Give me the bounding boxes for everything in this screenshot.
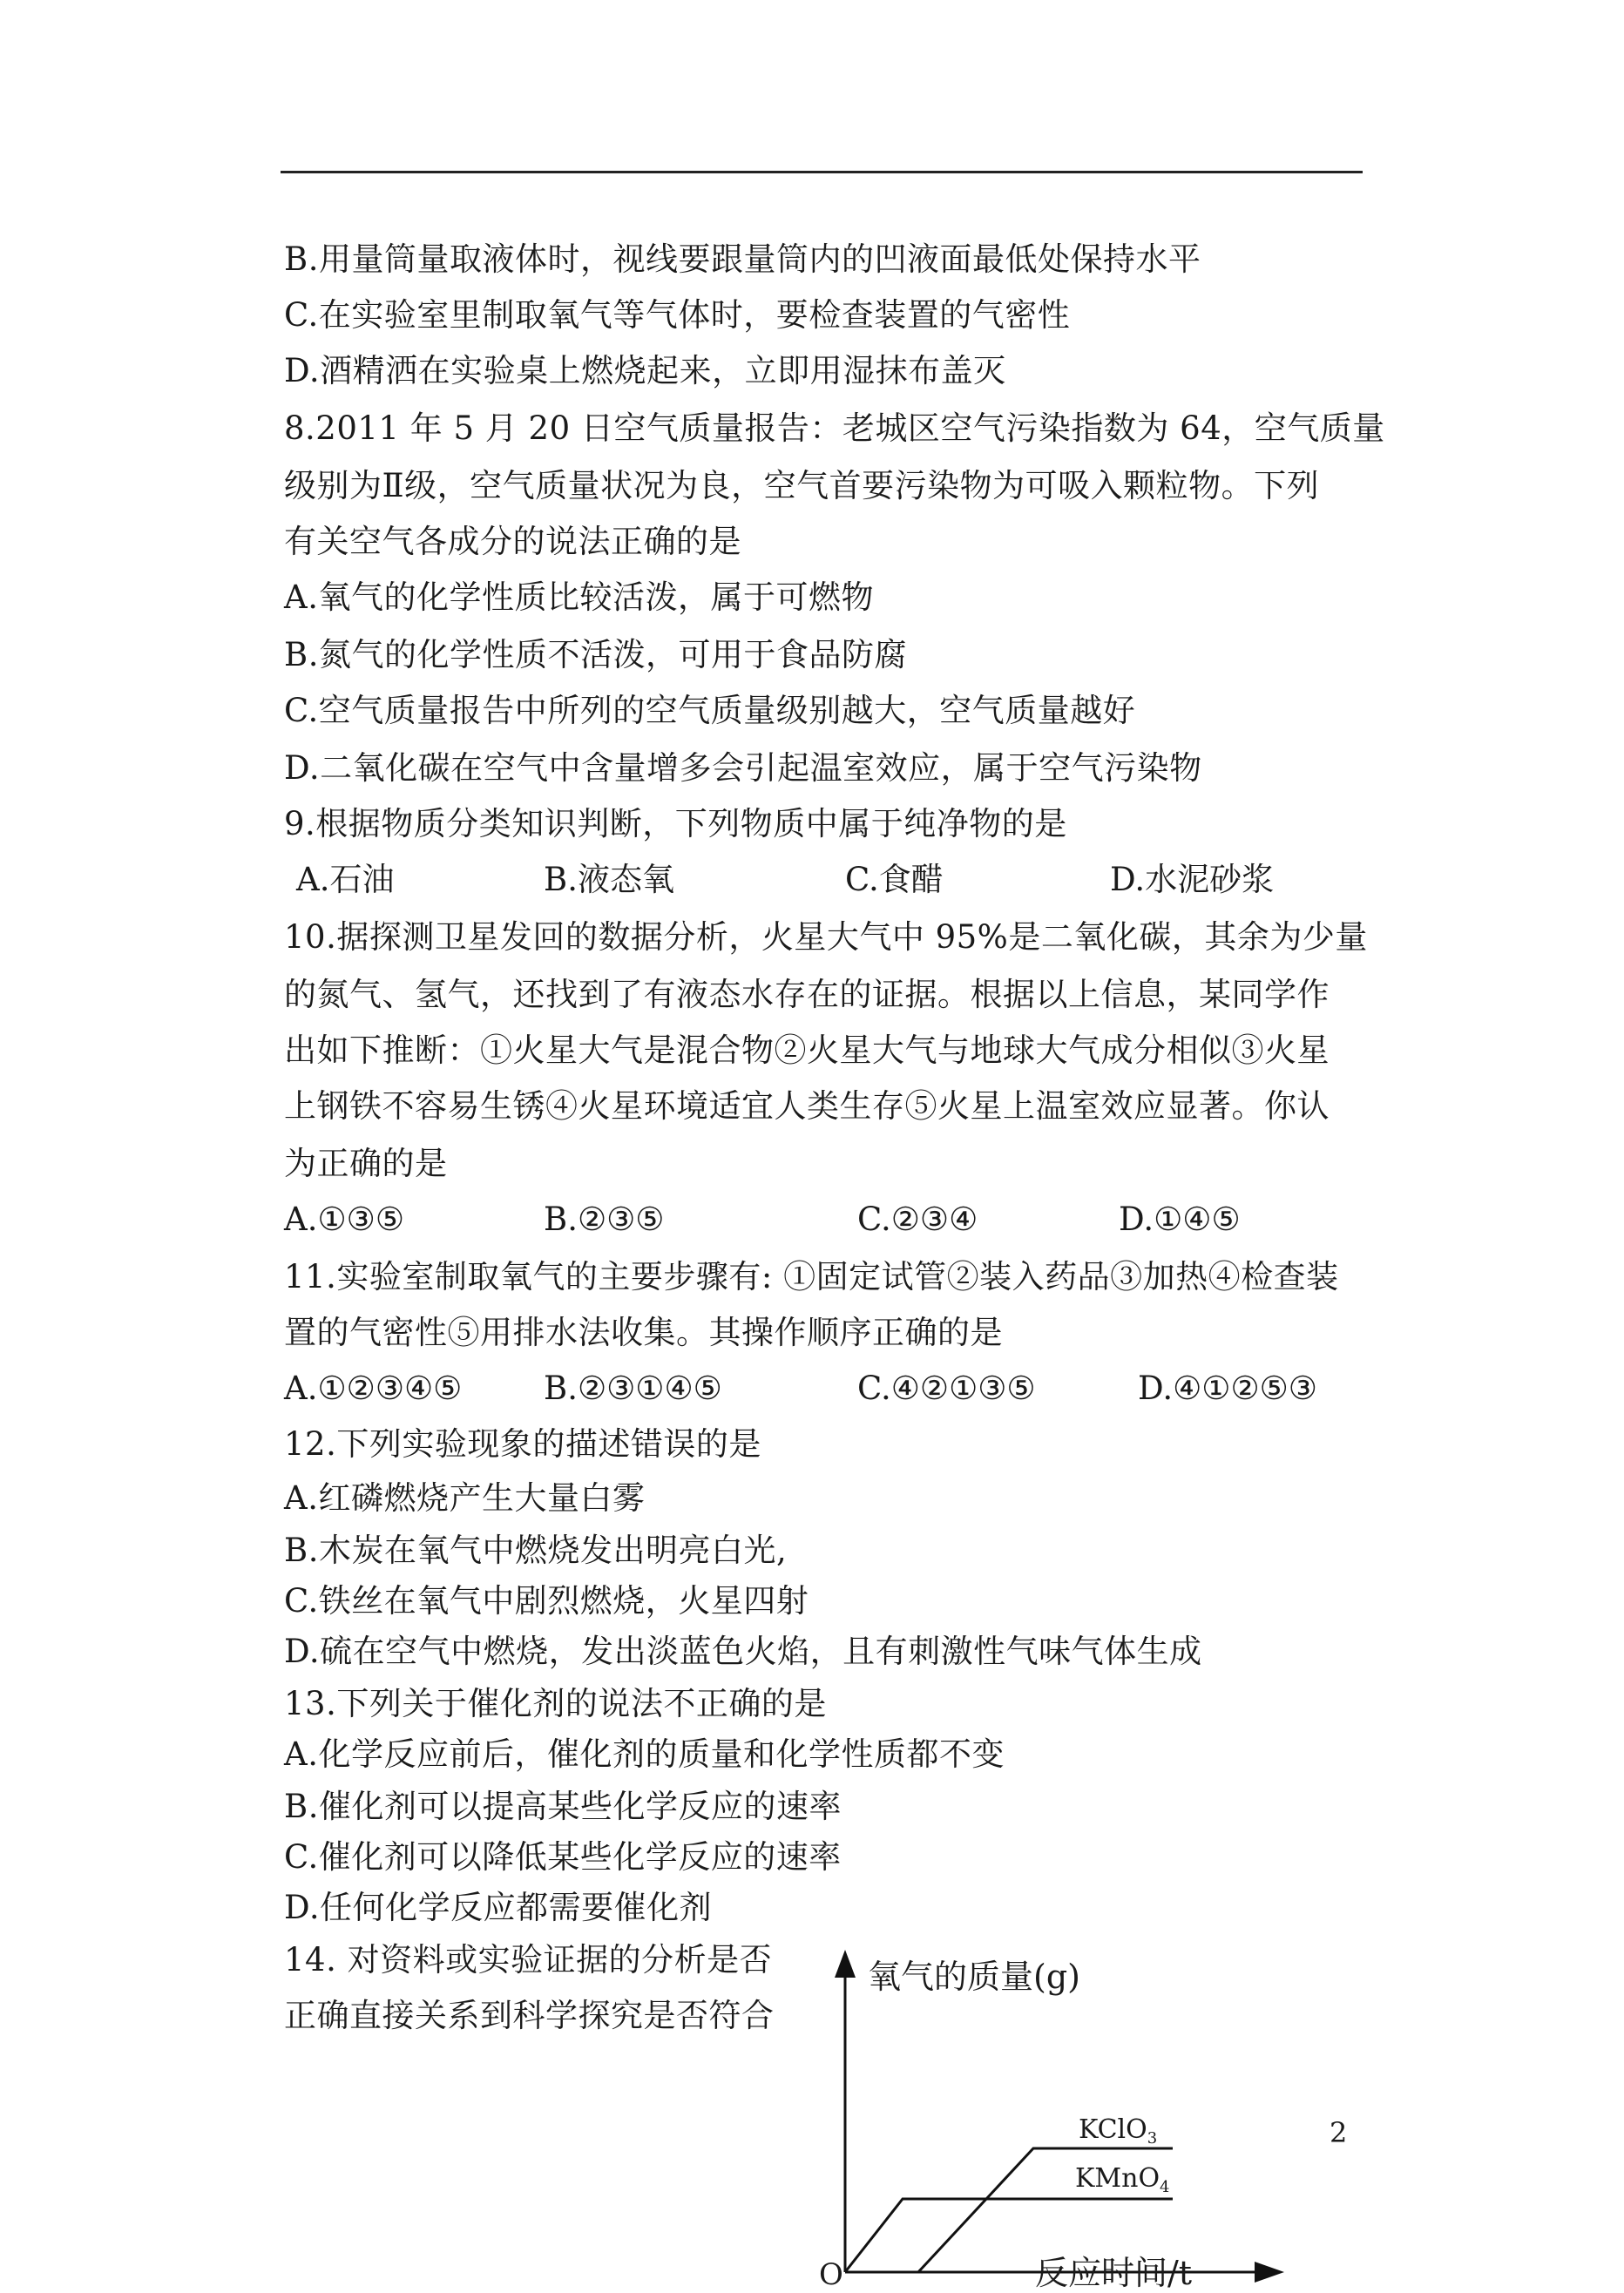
q8-stem-line-2: 级别为Ⅱ级，空气质量状况为良，空气首要污染物为可吸入颗粒物。下列: [284, 467, 1320, 504]
q10-option-a: A.①③⑤: [284, 1201, 404, 1238]
q9-option-b: B.液态氧: [544, 861, 674, 898]
q8-option-c: C.空气质量报告中所列的空气质量级别越大，空气质量越好: [284, 692, 1136, 729]
q11-option-b: B.②③①④⑤: [544, 1370, 722, 1407]
q13-option-d: D.任何化学反应都需要催化剂: [284, 1889, 713, 1926]
q11-stem-line-1: 11.实验室制取氧气的主要步骤有: ①固定试管②装入药品③加热④检查装: [284, 1258, 1339, 1295]
q12-option-d: D.硫在空气中燃烧，发出淡蓝色火焰，且有刺激性气味气体生成: [284, 1633, 1202, 1670]
q9-option-a: A.石油: [296, 861, 395, 898]
series-label-kclo3: KClO$_3$: [1079, 2114, 1158, 2148]
series-label-kmno4: KMnO$_4$: [1075, 2163, 1170, 2196]
x-axis-arrow-icon: [1255, 2262, 1284, 2283]
q9-stem: 9.根据物质分类知识判断，下列物质中属于纯净物的是: [284, 805, 1067, 842]
q13-stem: 13.下列关于催化剂的说法不正确的是: [284, 1685, 827, 1722]
q7-option-c: C.在实验室里制取氧气等气体时，要检查装置的气密性: [284, 296, 1071, 334]
q12-option-a: A.红磷燃烧产生大量白雾: [284, 1479, 646, 1517]
q10-stem-line-1: 10.据探测卫星发回的数据分析，火星大气中 95%是二氧化碳，其余为少量: [284, 918, 1368, 956]
q9-option-d: D.水泥砂浆: [1110, 861, 1275, 898]
y-axis-label: 氧气的质量(g): [868, 1958, 1080, 1996]
q7-option-b: B.用量筒量取液体时，视线要跟量筒内的凹液面最低处保持水平: [284, 240, 1201, 278]
q8-option-b: B.氮气的化学性质不活泼，可用于食品防腐: [284, 636, 907, 673]
q8-option-a: A.氧气的化学性质比较活泼，属于可燃物: [284, 578, 874, 616]
q10-stem-line-5: 为正确的是: [284, 1145, 448, 1182]
q10-stem-line-4: 上钢铁不容易生锈④火星环境适宜人类生存⑤火星上温室效应显著。你认: [284, 1087, 1330, 1125]
q8-stem-line-1: 8.2011 年 5 月 20 日空气质量报告：老城区空气污染指数为 64，空气质量: [284, 409, 1385, 447]
q10-option-d: D.①④⑤: [1119, 1201, 1241, 1238]
q12-stem: 12.下列实验现象的描述错误的是: [284, 1425, 761, 1463]
origin-label: O: [819, 2257, 843, 2292]
q10-stem-line-2: 的氮气、氢气，还找到了有液态水存在的证据。根据以上信息，某同学作: [284, 976, 1330, 1013]
q11-option-c: C.④②①③⑤: [857, 1370, 1036, 1407]
q14-stem-line-1: 14. 对资料或实验证据的分析是否: [284, 1941, 773, 1978]
q10-option-b: B.②③⑤: [544, 1201, 665, 1238]
q8-option-d: D.二氧化碳在空气中含量增多会引起温室效应，属于空气污染物: [284, 749, 1202, 787]
q10-stem-line-3: 出如下推断：①火星大气是混合物②火星大气与地球大气成分相似③火星: [284, 1032, 1330, 1069]
q10-option-c: C.②③④: [857, 1201, 978, 1238]
q13-option-c: C.催化剂可以降低某些化学反应的速率: [284, 1838, 842, 1876]
q13-option-a: A.化学反应前后，催化剂的质量和化学性质都不变: [284, 1735, 1005, 1773]
q11-stem-line-2: 置的气密性⑤用排水法收集。其操作顺序正确的是: [284, 1314, 1003, 1351]
q8-stem-line-3: 有关空气各成分的说法正确的是: [284, 523, 741, 560]
q9-option-c: C.食醋: [845, 861, 944, 898]
q13-option-b: B.催化剂可以提高某些化学反应的速率: [284, 1788, 842, 1825]
q11-option-d: D.④①②⑤③: [1138, 1370, 1317, 1407]
y-axis-arrow-icon: [835, 1950, 856, 1978]
q12-option-b: B.木炭在氧气中燃烧发出明亮白光,: [284, 1532, 788, 1569]
x-axis-label: 反应时间/t: [1035, 2254, 1193, 2292]
q12-option-c: C.铁丝在氧气中剧烈燃烧，火星四射: [284, 1582, 809, 1620]
q7-option-d: D.酒精洒在实验桌上燃烧起来，立即用湿抹布盖灭: [284, 352, 1006, 389]
q14-stem-line-2: 正确直接关系到科学探究是否符合: [284, 1997, 775, 2034]
page-number: 2: [1330, 2116, 1348, 2149]
q11-option-a: A.①②③④⑤: [284, 1370, 463, 1407]
